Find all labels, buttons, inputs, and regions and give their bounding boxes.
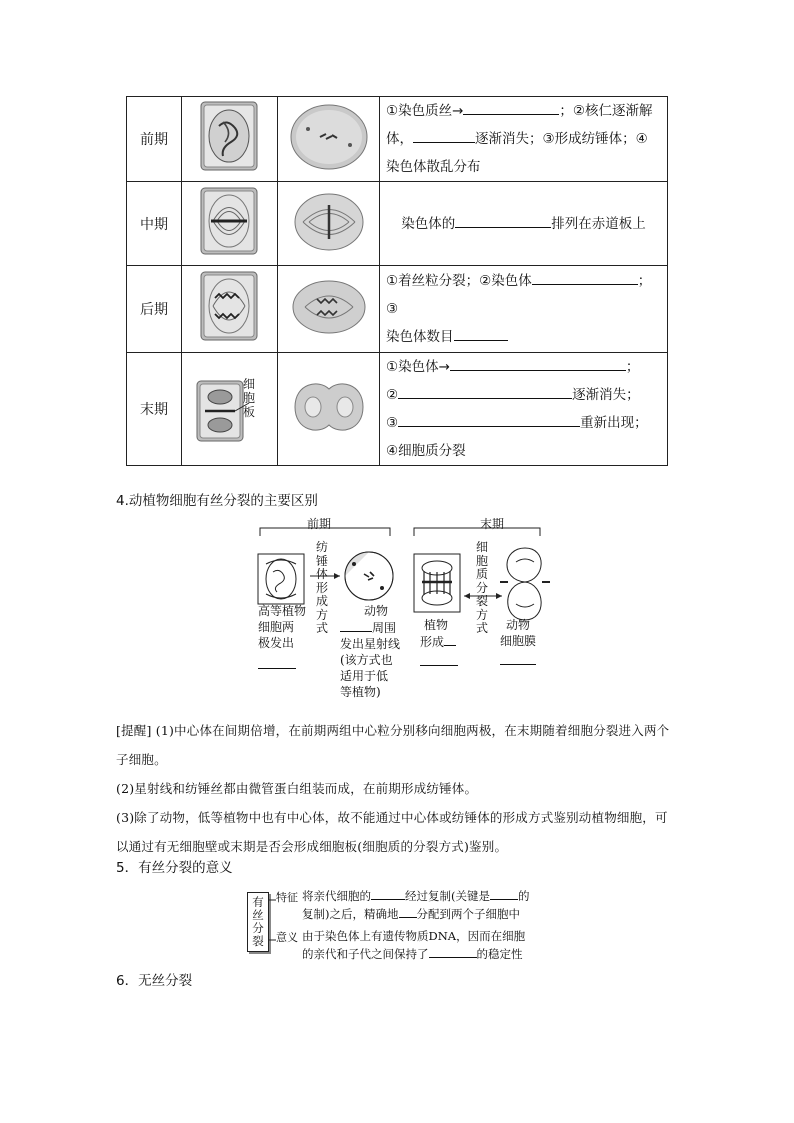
tip-paragraph-2: (2)星射线和纺锤丝都由微管蛋白组装而成，在前期形成纺锤体。 [116,781,478,796]
section-4-title: 4.动植物细胞有丝分裂的主要区别 [116,493,318,509]
section-5-title: 5．有丝分裂的意义 [116,860,233,876]
plant-telophase-image [185,367,275,447]
tip-paragraph-3: (3)除了动物，低等植物中也有中心体，故不能通过中心体或纺锤体的形成方式鉴别动植物细胞，可以通过有无细胞壁或末期是否会形成细胞板(细胞质的分裂方式)鉴别。 [116,810,668,854]
plant-prophase-text: 高等植物 细胞两 极发出 [258,603,318,673]
meaning-label: 意义 [276,931,298,944]
animal-prophase-image [286,101,372,173]
plant-cell-photo [182,97,278,182]
animal-cell-photo [278,353,380,466]
stage-description: ①染色体→ ； ② 逐渐消失； ③ 重新出现； ④细胞质分裂 [380,353,668,466]
tip-paragraph-1: [提醒] (1)中心体在间期倍增，在前期两组中心粒分别移向细胞两极，在末期随着细胞分裂进入两个子细胞。 [116,723,670,767]
animal-anaphase-image [289,277,369,337]
mitosis-stage-table [126,96,668,466]
mitosis-box: 有丝分裂 [247,892,269,952]
plant-cell-photo [182,182,278,266]
table-row [127,182,668,266]
feature-text: 将亲代细胞的 经过复制(关键是 的 复制)之后，精确地 分配到两个子细胞中 由于染色体上有遗传物质DNA，因而在细胞 的亲代和子代之间保持了 的稳定性 [302,889,530,961]
table-row [127,97,668,182]
stage-name: 末期 [127,353,182,466]
animal-prophase-text: 动物 周围 发出星射线 (该方式也 适用于低 等植物) [340,604,401,699]
stage-description: ①染色质丝→ ；②核仁逐渐解 体， 逐渐消失；③形成纺锤体；④ 染色体散乱分布 [380,97,668,182]
stage-description: ①着丝粒分裂；②染色体 ；③ 染色体数目 [380,266,668,353]
animal-cell-photo [278,182,380,266]
plant-prophase-image [195,98,265,176]
plant-cell-photo [182,353,278,466]
animal-metaphase-image [289,191,369,253]
animal-telophase-image [291,379,367,435]
cell-plate-label: 细胞板 [242,377,255,419]
stage-name: 中期 [127,182,182,266]
plant-metaphase-image [195,184,265,260]
animal-telophase-text: 动物 细胞膜 [500,617,550,669]
plant-prophase-cell [258,554,304,604]
plant-telophase-text: 植物 形成 [420,617,470,670]
feature-label: 特征 [276,891,298,904]
spindle-method-label: 纺锤体形成方式 [315,540,328,635]
prophase-label: 前期 [307,517,332,531]
animal-cell-photo [278,97,380,182]
stage-description: 染色体的 排列在赤道板上 [380,182,668,266]
section-6-title: 6．无丝分裂 [116,973,193,989]
tip-label: [提醒] [116,723,152,738]
telophase-label: 末期 [480,517,505,531]
stage-name: 后期 [127,266,182,353]
plant-anaphase-image [195,268,265,346]
stage-name: 前期 [127,97,182,182]
table-row [127,353,668,466]
cytoplasm-method-label: 细胞质分裂方式 [475,540,488,635]
animal-cell-photo [278,266,380,353]
plant-cell-photo [182,266,278,353]
table-row [127,266,668,353]
